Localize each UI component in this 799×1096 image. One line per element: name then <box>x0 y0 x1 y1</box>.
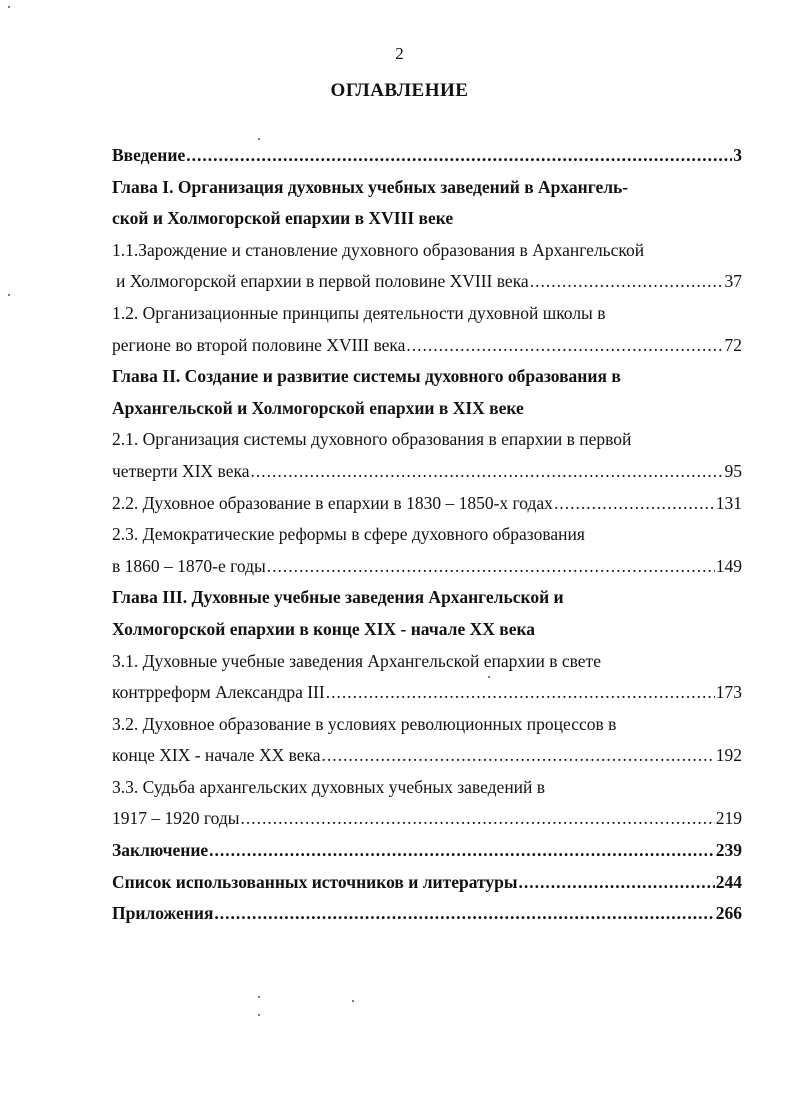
toc-section-2-3-line-1: 2.3. Демократические реформы в сфере духовного образования <box>112 524 585 545</box>
toc-entry-page: 239 <box>715 840 742 861</box>
toc-entry-appendix <box>112 898 742 930</box>
toc-entry-conclusion <box>112 835 742 867</box>
toc-entry-title: контрреформ Александра III <box>112 682 325 703</box>
toc-section-1-1-line-2 <box>112 266 742 298</box>
toc-section-2-3-line-2 <box>112 551 742 583</box>
toc-chapter-3-line-1: Глава III. Духовные учебные заведения Архангельской и <box>112 587 564 608</box>
toc-chapter-2-line-1: Глава II. Создание и развитие системы духовного образования в <box>112 366 621 387</box>
scan-speck <box>352 1000 354 1002</box>
toc-chapter-2-line-2: Архангельской и Холмогорской епархии в XIX веке <box>112 397 524 418</box>
toc-entry-title: регионе во второй половине XVIII века <box>112 334 406 355</box>
toc-section-1-1-line-1: 1.1.Зарождение и становление духовного образования в Архангельской <box>112 239 645 260</box>
toc-entry-page: 244 <box>715 871 742 892</box>
toc-leader-dots <box>530 266 724 298</box>
scan-speck <box>258 1014 260 1016</box>
toc-leader-dots <box>214 898 714 930</box>
toc-entry-page: 72 <box>724 334 742 355</box>
toc-entry-page: 3 <box>733 145 742 165</box>
toc-leader-dots <box>326 677 715 709</box>
toc-entry-page: 266 <box>715 903 742 924</box>
toc-entry-title: и Холмогорской епархии в первой половине XVIII века <box>116 271 529 292</box>
toc-leader-dots <box>186 140 732 172</box>
toc-entry-page: 37 <box>724 271 742 292</box>
toc-chapter-1-line-2: ской и Холмогорской епархии в XVIII веке <box>112 208 454 229</box>
toc-section-1-2-line-2 <box>112 330 742 362</box>
toc-section-2-1-line-2 <box>112 456 742 488</box>
toc-leader-dots <box>554 488 715 520</box>
toc-section-3-1-line-1: 3.1. Духовные учебные заведения Архангельской епархии в свете <box>112 650 601 671</box>
toc-entry-title: 2.2. Духовное образование в епархии в 1830 – 1850-х годах <box>112 492 553 513</box>
toc-entry-title: в 1860 – 1870-е годы <box>112 555 266 576</box>
toc-leader-dots <box>267 551 715 583</box>
scan-speck <box>8 6 10 8</box>
toc-section-2-1-line-1: 2.1. Организация системы духовного образования в епархии в первой <box>112 429 632 450</box>
toc-section-1-2-line-1: 1.2. Организационные принципы деятельности духовной школы в <box>112 302 606 323</box>
toc-leader-dots <box>250 456 723 488</box>
toc-section-3-1-line-2 <box>112 677 742 709</box>
toc-entry-page: 173 <box>715 682 742 703</box>
toc-leader-dots <box>241 803 715 835</box>
toc-entry-page: 192 <box>715 745 742 766</box>
page-number: 2 <box>395 44 404 63</box>
toc-chapter-3-line-2: Холмогорской епархии в конце XIX - начале XX века <box>112 618 536 639</box>
toc-entry-title: Приложения <box>112 903 214 924</box>
toc-entry-title: 1917 – 1920 годы <box>112 808 240 829</box>
scan-speck <box>8 294 10 296</box>
toc-section-3-2-line-2 <box>112 740 742 772</box>
toc-entry-title: конце XIX - начале XX века <box>112 745 321 766</box>
toc-entry-sources <box>112 867 742 899</box>
toc-entry-page: 95 <box>724 460 742 481</box>
toc-leader-dots <box>406 330 723 362</box>
page-title: ОГЛАВЛЕНИЕ <box>330 80 469 101</box>
toc-entry-page: 149 <box>715 555 742 576</box>
toc-entry-intro <box>112 140 742 172</box>
toc-chapter-1-line-1: Глава I. Организация духовных учебных заведений в Архангель- <box>112 176 629 197</box>
toc-section-3-3-line-1: 3.3. Судьба архангельских духовных учебных заведений в <box>112 776 546 797</box>
toc-leader-dots <box>519 867 715 899</box>
toc-section-3-2-line-1: 3.2. Духовное образование в условиях революционных процессов в <box>112 713 617 734</box>
scan-speck <box>258 996 260 998</box>
table-of-contents <box>112 140 742 930</box>
toc-entry-page: 219 <box>715 808 742 829</box>
toc-entry-title: Список использованных источников и литературы <box>112 871 518 892</box>
scan-speck <box>258 138 260 140</box>
toc-leader-dots <box>209 835 715 867</box>
scan-speck <box>488 676 490 678</box>
toc-entry-page: 131 <box>715 492 742 513</box>
toc-entry-title: Заключение <box>112 840 209 861</box>
toc-section-2-2 <box>112 488 742 520</box>
toc-entry-title: четверти XIX века <box>112 460 250 481</box>
toc-section-3-3-line-2 <box>112 803 742 835</box>
toc-entry-title: Введение <box>112 145 186 165</box>
toc-leader-dots <box>322 740 715 772</box>
